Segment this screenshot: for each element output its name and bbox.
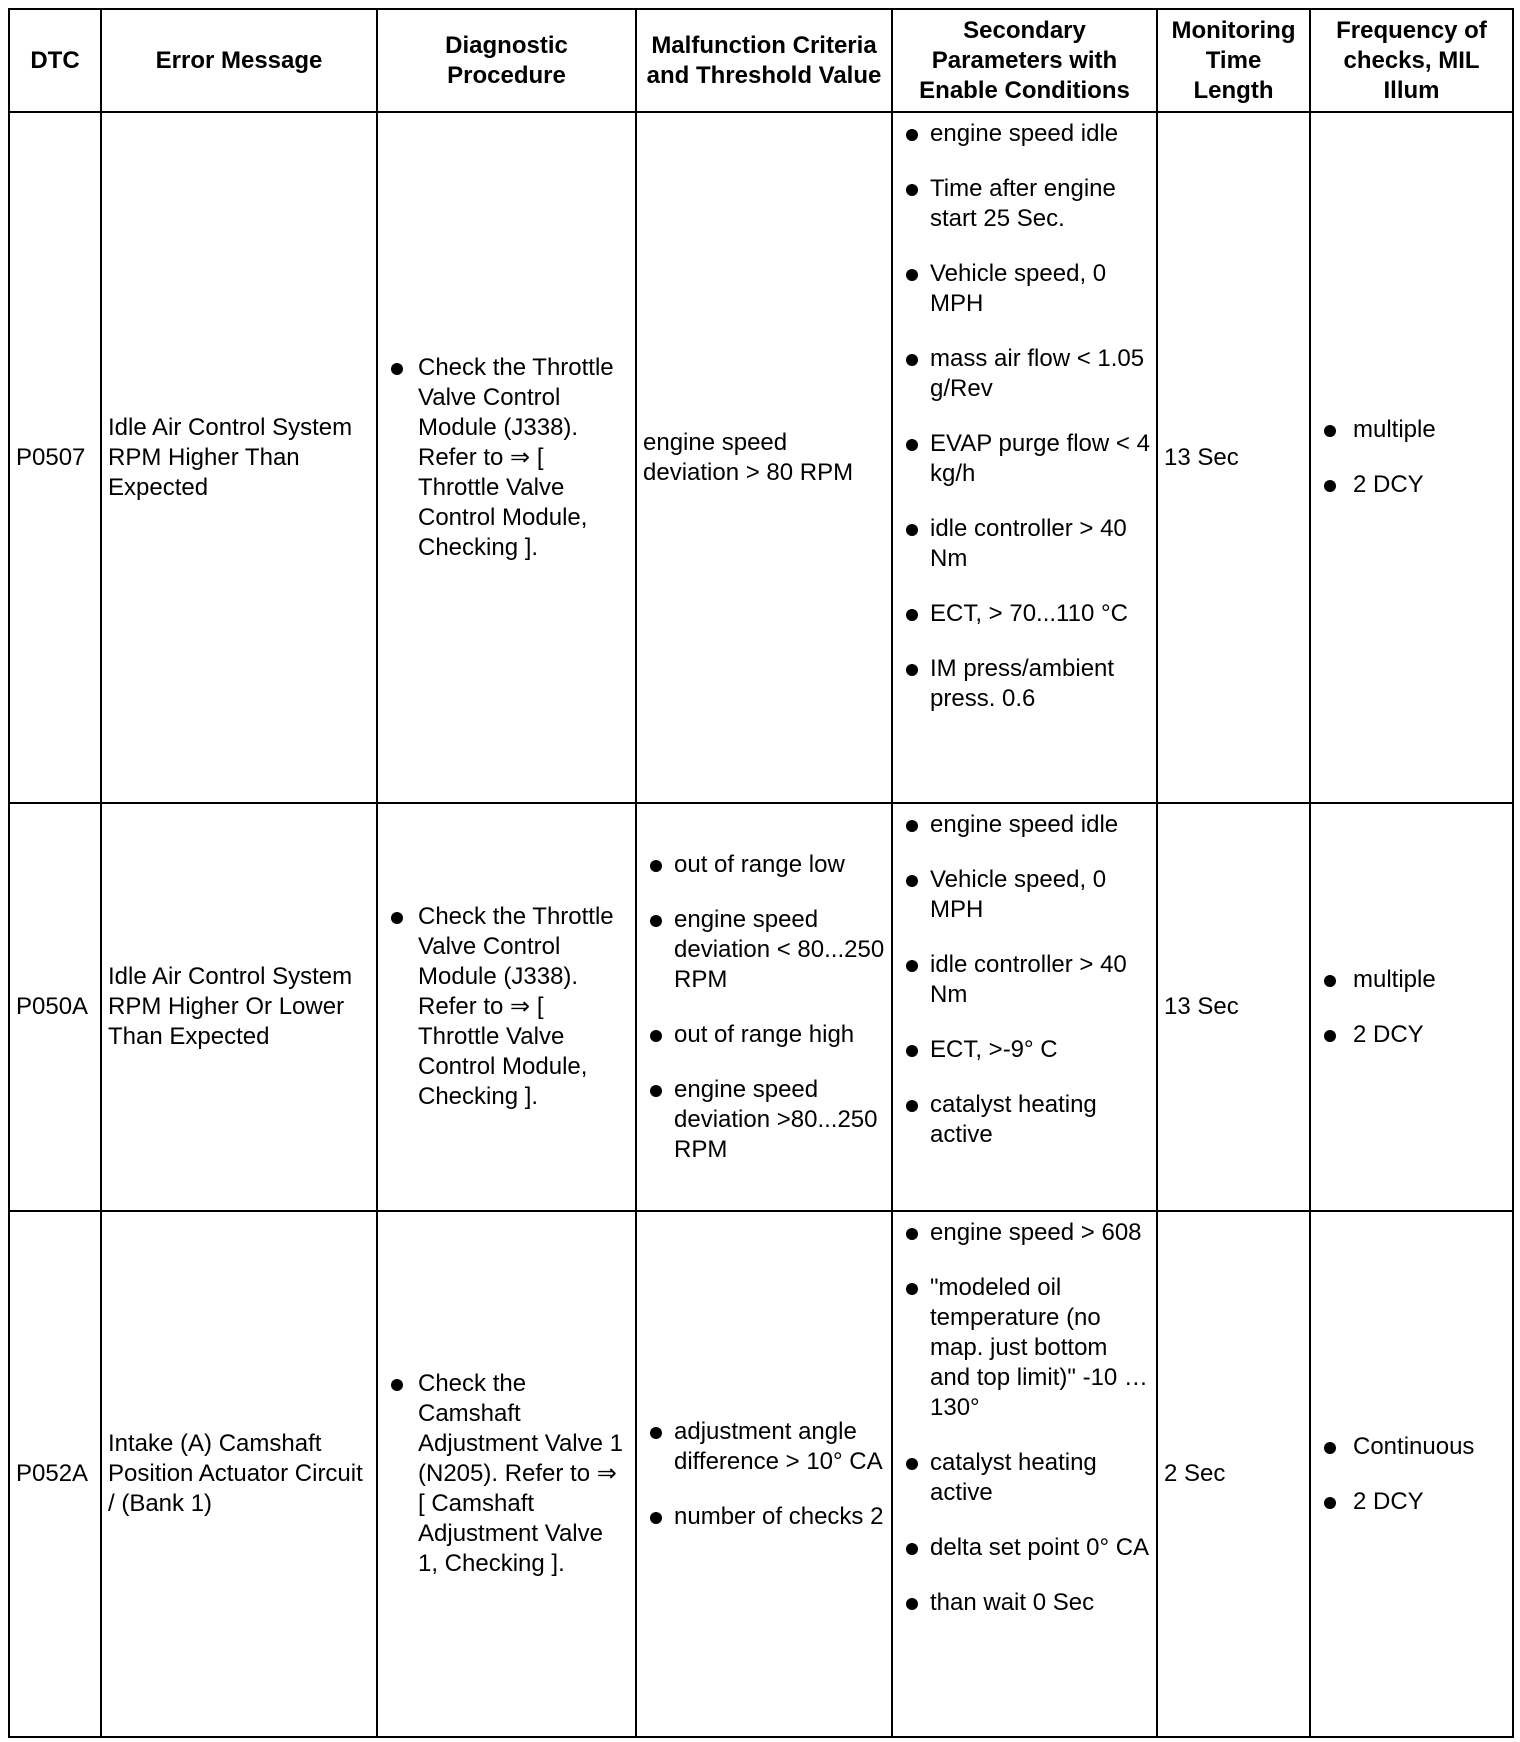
header-row: [9, 9, 1513, 112]
malfunction-criteria: [636, 1211, 892, 1737]
list-item: "modeled oil temperature (no map. just bottom and top limit)" -10 … 130°: [899, 1273, 1150, 1423]
list-item: out of range low: [643, 850, 885, 880]
list-item: out of range high: [643, 1020, 885, 1050]
frequency: [1310, 112, 1513, 803]
monitoring-time: 2 Sec: [1157, 1211, 1310, 1737]
list-item: catalyst heating active: [899, 1448, 1150, 1508]
header-monitoring-time: Monitoring Time Length: [1157, 9, 1310, 112]
header-error-message: Error Message: [101, 9, 377, 112]
header-frequency: Frequency of checks, MIL Illum: [1310, 9, 1513, 112]
header-dtc: DTC: [9, 9, 101, 112]
dtc-table: [8, 8, 1514, 1738]
list-item: Continuous: [1317, 1432, 1506, 1462]
error-message: Intake (A) Camshaft Position Actuator Circuit / (Bank 1): [101, 1211, 377, 1737]
secondary-parameters: [892, 112, 1157, 803]
secondary-parameters: [892, 1211, 1157, 1737]
list-item: multiple: [1317, 965, 1506, 995]
list-item: engine speed idle: [899, 119, 1150, 149]
table-row: [9, 803, 1513, 1211]
diagnostic-procedure: [377, 112, 636, 803]
diagnostic-procedure: [377, 1211, 636, 1737]
header-diagnostic-procedure: Diagnostic Procedure: [377, 9, 636, 112]
list-item: EVAP purge flow < 4 kg/h: [899, 429, 1150, 489]
list-item: Vehicle speed, 0 MPH: [899, 259, 1150, 319]
malfunction-criteria: [636, 803, 892, 1211]
list-item: IM press/ambient press. 0.6: [899, 654, 1150, 714]
dtc-code: P0507: [9, 112, 101, 803]
list-item: Check the Throttle Valve Control Module (J338). Refer to ⇒ [ Throttle Valve Control Module, Checking ].: [384, 902, 627, 1112]
error-message: Idle Air Control System RPM Higher Than Expected: [101, 112, 377, 803]
list-item: Vehicle speed, 0 MPH: [899, 865, 1150, 925]
header-malfunction-criteria: Malfunction Criteria and Threshold Value: [636, 9, 892, 112]
list-item: ECT, >-9° C: [899, 1035, 1150, 1065]
list-item: Check the Throttle Valve Control Module (J338). Refer to ⇒ [ Throttle Valve Control Module, Checking ].: [384, 353, 627, 563]
list-item: adjustment angle difference > 10° CA: [643, 1417, 885, 1477]
malfunction-criteria: engine speed deviation > 80 RPM: [636, 112, 892, 803]
list-item: engine speed > 608: [899, 1218, 1150, 1248]
list-item: 2 DCY: [1317, 1487, 1506, 1517]
list-item: engine speed idle: [899, 810, 1150, 840]
error-message: Idle Air Control System RPM Higher Or Lower Than Expected: [101, 803, 377, 1211]
list-item: idle controller > 40 Nm: [899, 514, 1150, 574]
monitoring-time: 13 Sec: [1157, 803, 1310, 1211]
dtc-code: P050A: [9, 803, 101, 1211]
list-item: delta set point 0° CA: [899, 1533, 1150, 1563]
diagnostic-procedure: [377, 803, 636, 1211]
list-item: Time after engine start 25 Sec.: [899, 174, 1150, 234]
list-item: catalyst heating active: [899, 1090, 1150, 1150]
monitoring-time: 13 Sec: [1157, 112, 1310, 803]
list-item: mass air flow < 1.05 g/Rev: [899, 344, 1150, 404]
list-item: engine speed deviation >80...250 RPM: [643, 1075, 885, 1165]
table-row: [9, 1211, 1513, 1737]
list-item: multiple: [1317, 415, 1506, 445]
frequency: [1310, 1211, 1513, 1737]
dtc-code: P052A: [9, 1211, 101, 1737]
list-item: Check the Camshaft Adjustment Valve 1 (N205). Refer to ⇒ [ Camshaft Adjustment Valve 1, Checking ].: [384, 1369, 627, 1579]
secondary-parameters: [892, 803, 1157, 1211]
list-item: than wait 0 Sec: [899, 1588, 1150, 1618]
frequency: [1310, 803, 1513, 1211]
list-item: idle controller > 40 Nm: [899, 950, 1150, 1010]
list-item: engine speed deviation < 80...250 RPM: [643, 905, 885, 995]
list-item: 2 DCY: [1317, 1020, 1506, 1050]
table-row: [9, 112, 1513, 803]
list-item: ECT, > 70...110 °C: [899, 599, 1150, 629]
list-item: 2 DCY: [1317, 470, 1506, 500]
list-item: number of checks 2: [643, 1502, 885, 1532]
header-secondary-parameters: Secondary Parameters with Enable Conditions: [892, 9, 1157, 112]
